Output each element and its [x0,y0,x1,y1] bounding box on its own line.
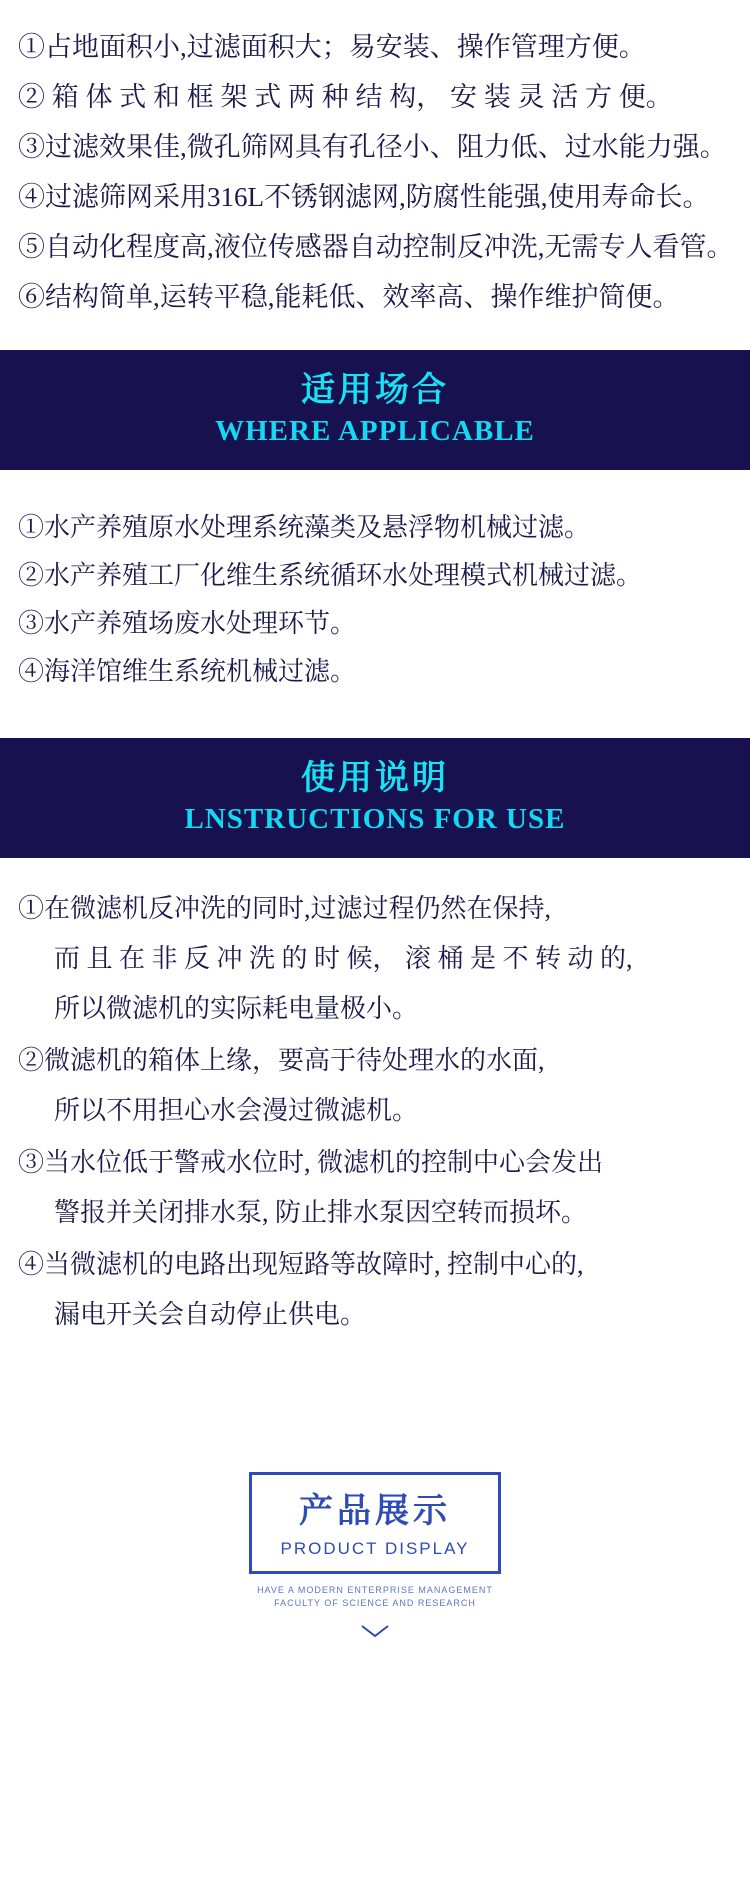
feature-line: ④过滤筛网采用316L不锈钢滤网,防腐性能强,使用寿命长。 [18,182,710,212]
applicable-line: ③水产养殖场废水处理环节。 [18,609,357,638]
product-display-subtitle-line2: FACULTY OF SCIENCE AND RESEARCH [274,1598,476,1608]
instruction-line: 而 且 在 非 反 冲 洗 的 时 候， 滚 桶 是 不 转 动 的, [54,944,633,973]
product-display-footer [0,1472,750,1678]
instruction-line: ③当水位低于警戒水位时, 微滤机的控制中心会发出 [18,1148,604,1177]
instruction-line: ①在微滤机反冲洗的同时,过滤过程仍然在保持, [18,894,552,923]
section-header-instructions [0,738,750,858]
applicable-line: ④海洋馆维生系统机械过滤。 [18,657,357,686]
instruction-line: 所以微滤机的实际耗电量极小。 [54,994,419,1023]
feature-line: ⑤自动化程度高,液位传感器自动控制反冲洗,无需专人看管。 [18,232,734,262]
feature-line: ①占地面积小,过滤面积大；易安装、操作管理方便。 [18,32,646,62]
feature-line: ② 箱 体 式 和 框 架 式 两 种 结 构， 安 装 灵 活 方 便。 [18,82,673,112]
section-title-en: LNSTRUCTIONS FOR USE [184,803,566,835]
instruction-line: 警报并关闭排水泵, 防止排水泵因空转而损坏。 [54,1198,588,1227]
instruction-item [18,1036,732,1136]
product-display-title-cn: 产品展示 [293,1491,457,1531]
product-display-subtitle-line1: HAVE A MODERN ENTERPRISE MANAGEMENT [257,1585,493,1595]
section-title-cn: 使用说明 [301,759,449,797]
product-display-subtitle [257,1584,493,1610]
features-list [0,0,750,322]
applicable-line: ①水产养殖原水处理系统藻类及悬浮物机械过滤。 [18,513,591,542]
instruction-item [18,1138,732,1238]
product-display-frame [249,1472,501,1574]
feature-line: ⑥结构简单,运转平稳,能耗低、效率高、操作维护简便。 [18,282,680,312]
section-title-cn: 适用场合 [301,371,449,409]
section-header-applicable [0,350,750,470]
instruction-line: 所以不用担心水会漫过微滤机。 [54,1096,419,1125]
chevron-down-icon [360,1624,390,1638]
applicable-list [0,470,750,726]
section-title-en: WHERE APPLICABLE [215,415,535,447]
applicable-line: ②水产养殖工厂化维生系统循环水处理模式机械过滤。 [18,561,643,590]
product-display-title-en: PRODUCT DISPLAY [274,1539,475,1559]
feature-line: ③过滤效果佳,微孔筛网具有孔径小、阻力低、过水能力强。 [18,132,727,162]
instruction-line: ④当微滤机的电路出现短路等故障时, 控制中心的, [18,1250,584,1279]
instruction-line: ②微滤机的箱体上缘，要高于待处理水的水面, [18,1046,545,1075]
instructions-list [0,858,750,1352]
instruction-line: 漏电开关会自动停止供电。 [54,1300,367,1329]
instruction-item [18,1240,732,1340]
instruction-item [18,884,732,1034]
